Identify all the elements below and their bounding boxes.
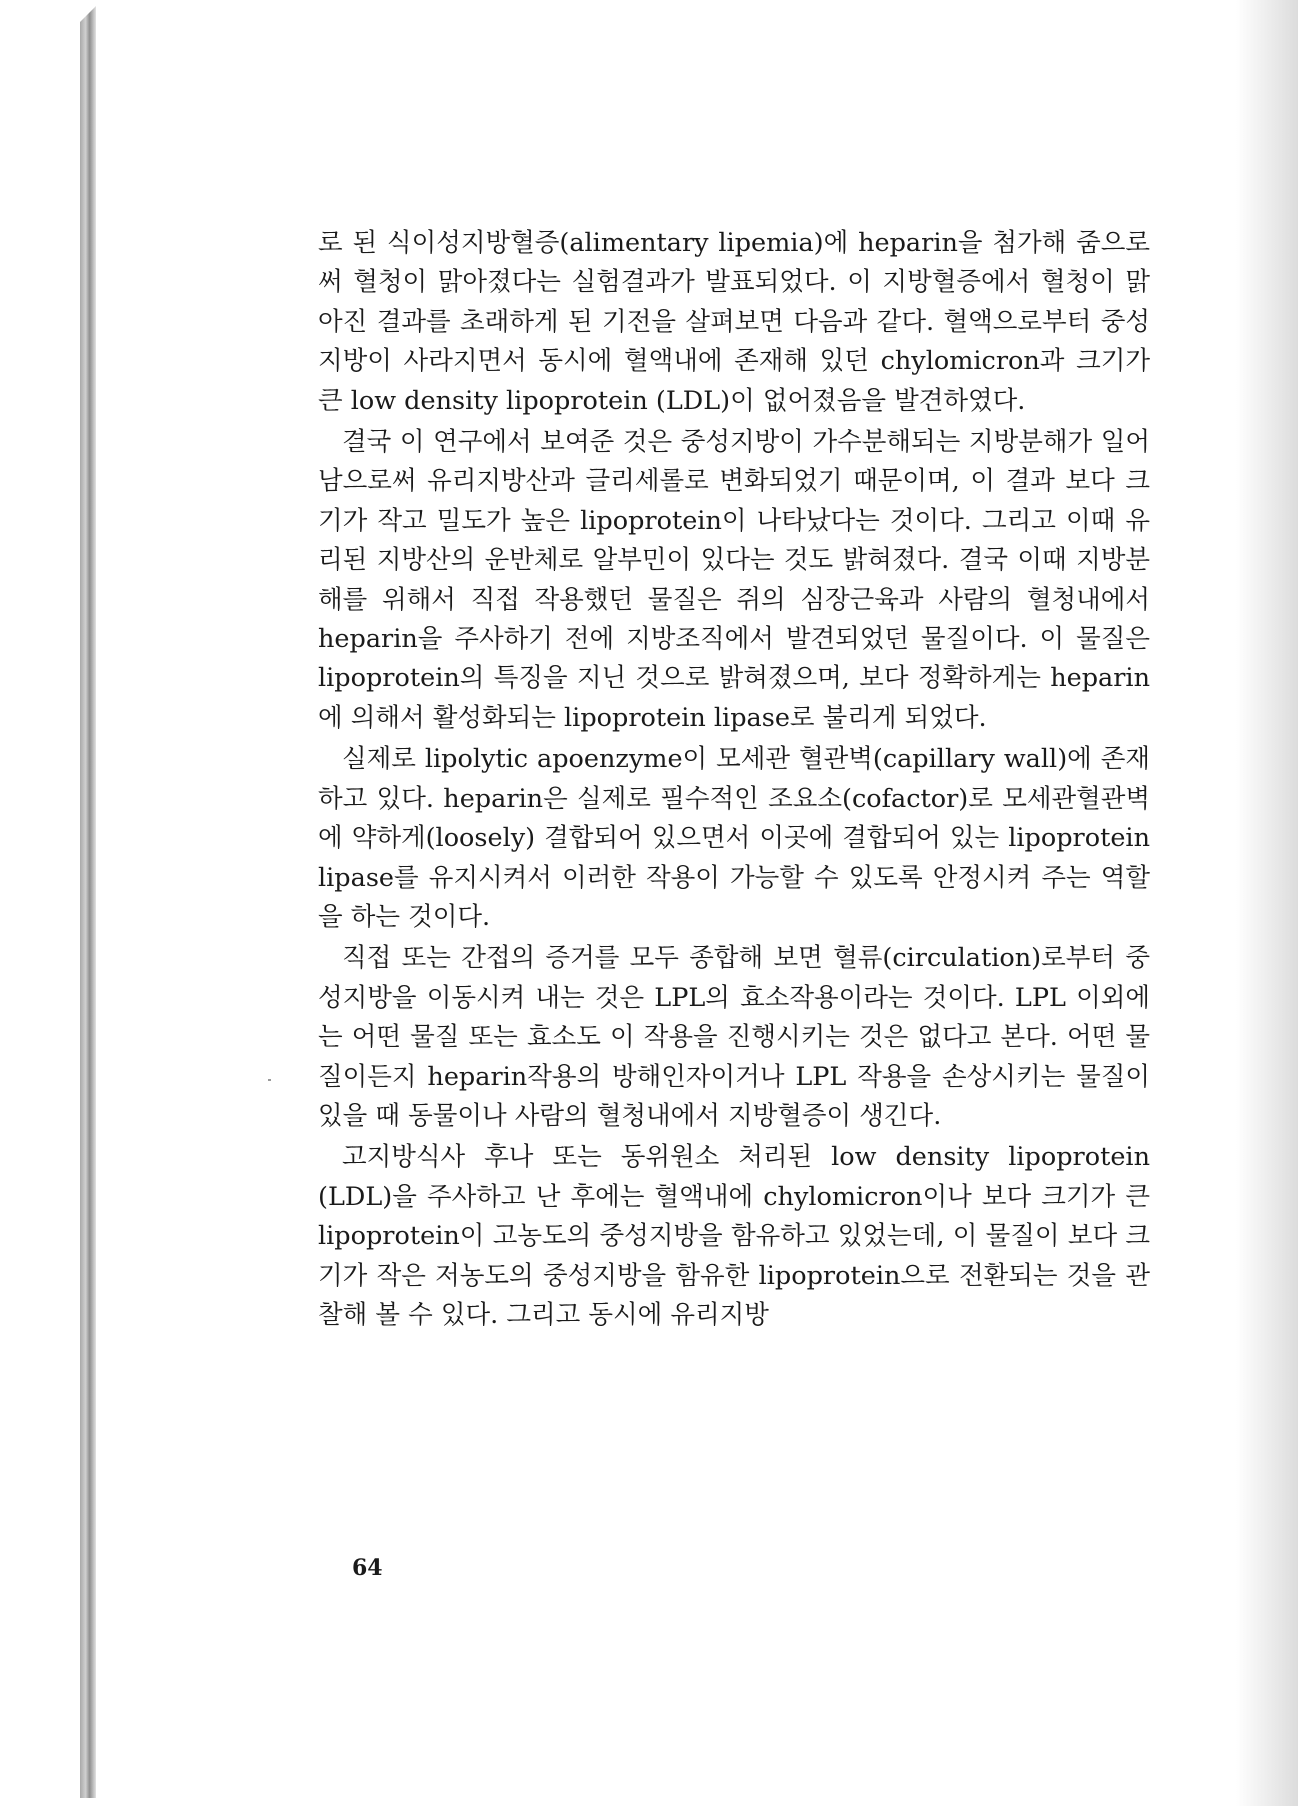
paragraph-3: 실제로 lipolytic apoenzyme이 모세관 혈관벽(capillary wall)에 존재하고 있다. heparin은 실제로 필수적인 조요소(cofactor)로 모세관혈관벽에 약하게(loosely) 결합되어 있으면서 이곳에 결합되어 있는 lipoprotein lipase를 유지시켜서 이러한 작용이 가능할 수 있도록 안정시켜 주는 역할을 하는 것이다.	[318, 744, 1150, 932]
scan-speck	[268, 1079, 271, 1081]
page-stack-edge	[80, 6, 96, 1798]
paragraph-4: 직접 또는 간접의 증거를 모두 종합해 보면 혈류(circulation)로부터 중성지방을 이동시켜 내는 것은 LPL의 효소작용이라는 것이다. LPL 이외에는 어떤 물질 또는 효소도 이 작용을 진행시키는 것은 없다고 본다. 어떤 물질이든지 heparin작용의 방해인자이거나 LPL 작용을 손상시키는 물질이 있을 때 동물이나 사람의 혈청내에서 지방혈증이 생긴다.	[318, 943, 1150, 1131]
page-shadow	[1236, 0, 1298, 1806]
paragraph-1: 로 된 식이성지방혈증(alimentary lipemia)에 heparin을 첨가해 줌으로써 혈청이 맑아졌다는 실험결과가 발표되었다. 이 지방혈증에서 혈청이 맑아진 결과를 초래하게 된 기전을 살펴보면 다음과 같다. 혈액으로부터 중성지방이 사라지면서 동시에 혈액내에 존재해 있던 chylomicron과 크기가 큰 low density lipoprotein (LDL)이 없어졌음을 발견하였다.	[318, 228, 1150, 416]
body-text	[318, 224, 1150, 1337]
paragraph-5: 고지방식사 후나 또는 동위원소 처리된 low density lipoprotein (LDL)을 주사하고 난 후에는 혈액내에 chylomicron이나 보다 크기가 큰 lipoprotein이 고농도의 중성지방을 함유하고 있었는데, 이 물질이 보다 크기가 작은 저농도의 중성지방을 함유한 lipoprotein으로 전환되는 것을 관찰해 볼 수 있다. 그리고 동시에 유리지방	[318, 1142, 1150, 1330]
page-number: 64	[352, 1555, 383, 1581]
page-corner	[80, 6, 96, 22]
paragraph-2: 결국 이 연구에서 보여준 것은 중성지방이 가수분해되는 지방분해가 일어남으로써 유리지방산과 글리세롤로 변화되었기 때문이며, 이 결과 보다 크기가 작고 밀도가 높은 lipoprotein이 나타났다는 것이다. 그리고 이때 유리된 지방산의 운반체로 알부민이 있다는 것도 밝혀졌다. 결국 이때 지방분해를 위해서 직접 작용했던 물질은 쥐의 심장근육과 사람의 혈청내에서 heparin을 주사하기 전에 지방조직에서 발견되었던 물질이다. 이 물질은 lipoprotein의 특징을 지닌 것으로 밝혀졌으며, 보다 정확하게는 heparin에 의해서 활성화되는 lipoprotein lipase로 불리게 되었다.	[318, 427, 1150, 733]
